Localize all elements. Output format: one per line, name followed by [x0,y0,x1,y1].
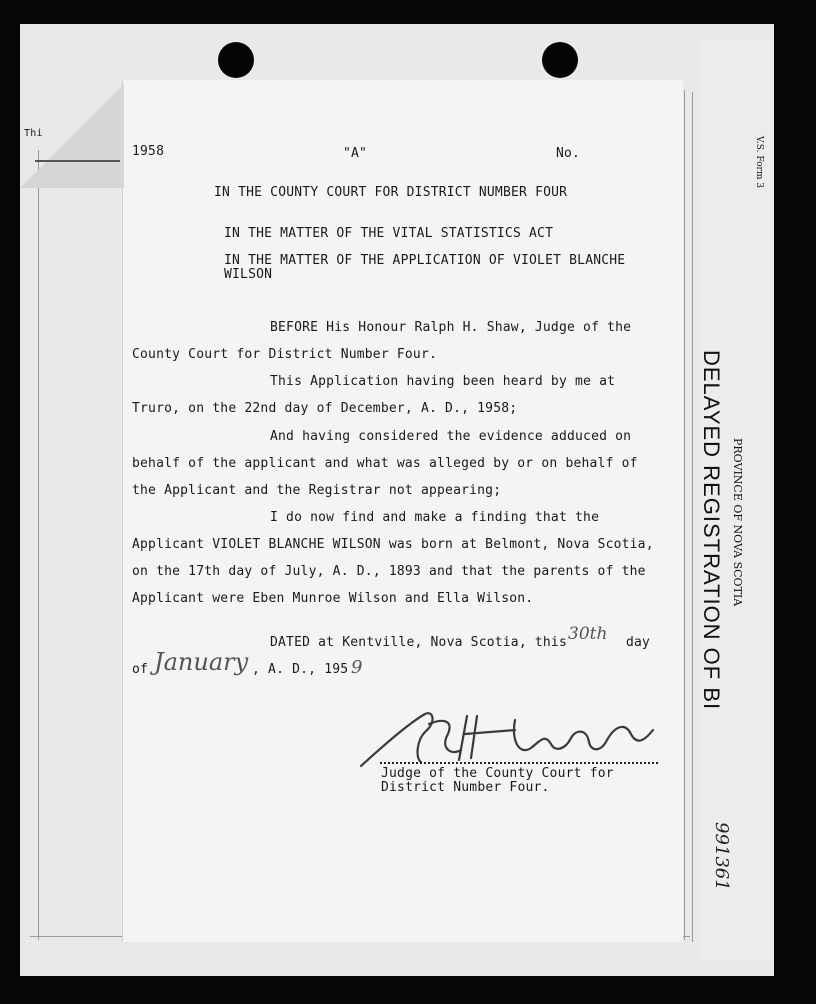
dated-line: DATED at Kentville, Nova Scotia, this [270,635,567,650]
judge-signature [355,700,665,776]
body-line: Applicant VIOLET BLANCHE WILSON was born at Belmont, Nova Scotia, [132,537,654,552]
header-year: 1958 [132,144,165,159]
body-line: And having considered the evidence adduced on [270,429,632,444]
ad-label: , A. D., 195 [252,662,349,677]
province-label: PROVINCE OF NOVA SCOTIA [731,438,744,607]
body-line: BEFORE His Honour Ralph H. Shaw, Judge of the [270,320,632,335]
body-line: the Applicant and the Registrar not appearing; [132,483,502,498]
signature-caption: District Number Four. [381,780,550,795]
punch-hole [542,42,578,78]
header-letter: "A" [343,146,368,161]
handwritten-day: 30th [568,624,608,644]
stack-edge [38,150,39,940]
handwritten-month: January [154,648,249,676]
of-label: of [132,662,149,677]
header-number-label: No. [556,146,581,161]
stack-edge [684,90,685,940]
matter-application: IN THE MATTER OF THE APPLICATION OF VIOLET BLANCHE [224,253,626,268]
stack-edge [692,92,693,942]
fold-edge [35,160,120,162]
matter-application-name: WILSON [224,267,273,282]
body-line: Applicant were Eben Munroe Wilson and Ella Wilson. [132,591,534,606]
form-number: V.S. Form 3 [754,136,764,188]
body-line: I do now find and make a finding that the [270,510,600,525]
delayed-registration-title: DELAYED REGISTRATION OF BI [699,350,724,711]
signature-caption: Judge of the County Court for [381,766,614,781]
body-line: behalf of the applicant and what was alleged by or on behalf of [132,456,638,471]
court-title: IN THE COUNTY COURT FOR DISTRICT NUMBER FOUR [214,185,568,200]
handwritten-year-digit: 9 [351,657,363,678]
signature-line [380,762,658,764]
body-line: This Application having been heard by me at [270,374,616,389]
body-line: Truro, on the 22nd day of December, A. D., 1958; [132,401,518,416]
dated-day-label: day [626,635,651,650]
punch-hole [218,42,254,78]
document-number: 991361 [711,822,732,891]
matter-act: IN THE MATTER OF THE VITAL STATISTICS ACT [224,226,554,241]
body-line: on the 17th day of July, A. D., 1893 and that the parents of the [132,564,646,579]
left-edge-text: Thi [24,128,43,139]
body-line: County Court for District Number Four. [132,347,438,362]
